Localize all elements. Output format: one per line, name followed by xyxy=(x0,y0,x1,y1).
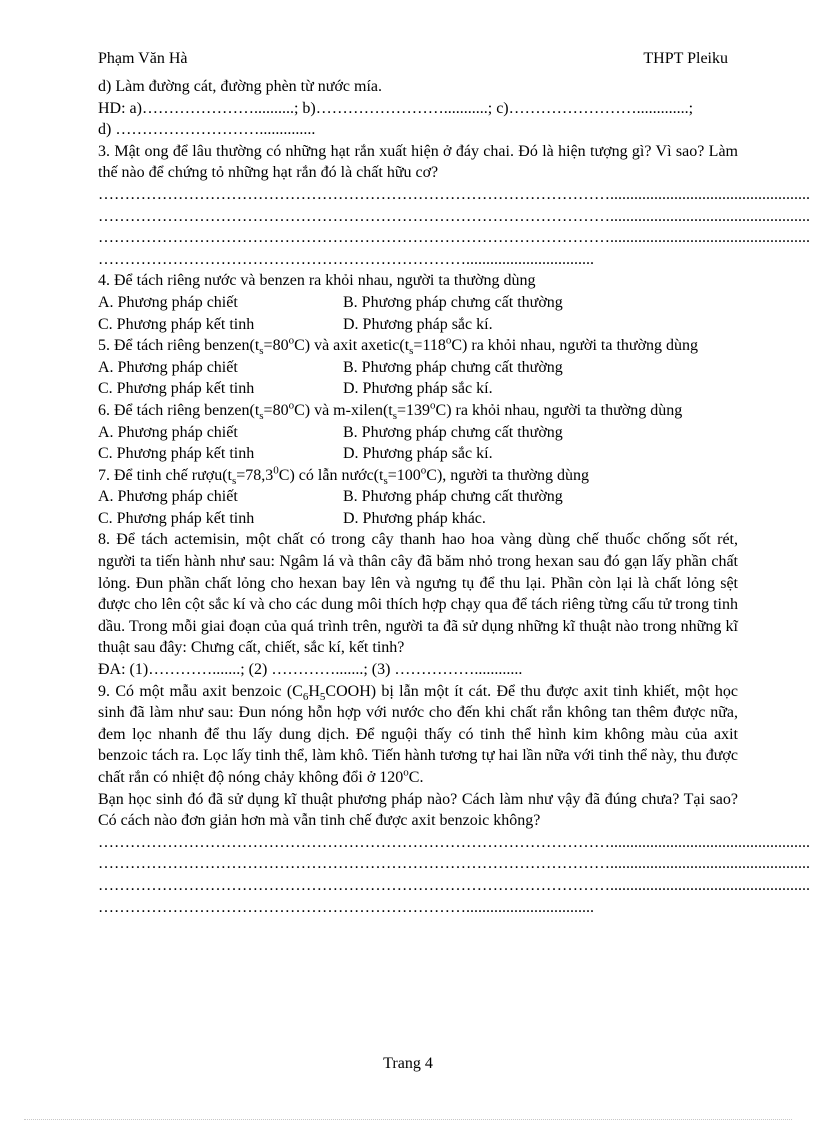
question-8: 8. Để tách actemisin, một chất có trong cây thanh hao hoa vàng dùng chế thuốc chống sốt rét, người ta tiến hành như sau: Ngâm lá và thân cây đã băm nhỏ trong hexan sau đó gạn lấy phần chất lỏng. Đun phần chất lỏng cho hexan bay lên và ngưng tụ để thu lại. Phần còn lại là chất lỏng sệt được cho lên cột sắc kí và cho các dung môi thích hợp chạy qua để tách riêng từng cấu tử trong tinh dầu. Trong mỗi giai đoạn của quá trình trên, người ta đã sử dụng những kĩ thuật nào trong những kĩ thuật sau đây: Chưng cất, chiết, sắc kí, kết tinh? xyxy=(98,531,742,657)
option-d[interactable]: D. Phương pháp sắc kí. xyxy=(343,315,493,333)
option-c[interactable]: C. Phương pháp kết tinh xyxy=(98,380,255,398)
option-b[interactable]: B. Phương pháp chưng cất thường xyxy=(343,358,563,376)
options-row xyxy=(98,357,738,379)
header-school: THPT Pleiku xyxy=(643,50,728,67)
answer-line: …………………………………………………………………………………….................................................. xyxy=(98,833,810,851)
options-row xyxy=(98,422,738,444)
option-b[interactable]: B. Phương pháp chưng cất thường xyxy=(343,293,563,311)
page-divider xyxy=(24,1119,792,1120)
option-d[interactable]: D. Phương pháp sắc kí. xyxy=(343,445,493,463)
answer-line: ……………………………………………………………................................ xyxy=(98,250,594,268)
option-c[interactable]: C. Phương pháp kết tinh xyxy=(98,315,255,333)
option-a[interactable]: A. Phương pháp chiết xyxy=(98,358,238,376)
hint-line-d: d) ……………………….............. xyxy=(98,121,316,139)
option-a[interactable]: A. Phương pháp chiết xyxy=(98,293,238,311)
item-d: d) Làm đường cát, đường phèn từ nước mía. xyxy=(98,78,383,95)
answer-line: ĐA: (1)………….......; (2) ………….......; (3) ……………............ xyxy=(98,661,523,679)
question-6: 6. Để tách riêng $benzen(t_s=80^oC)$ và $m-xilen(t_s=139^oC)$ ra khỏi nhau, người ta thường dùng xyxy=(98,399,683,423)
question-9: 9. Có một mẫu axit benzoic $(C_6H_5COOH)$ bị lẫn một ít cát. Để thu được axit tinh khiết, một học sinh đã làm như sau: Đun nóng hỗn hợp với nước cho đến khi chất rắn không tan thêm được nữa, đem lọc nhanh để thu lấy dung dịch. Để nguội thấy có tinh thể hình kim không màu của axit benzoic tách ra. Lọc lấy tinh thể, làm khô. Tiến hành tương tự hai lần nữa với tinh thể này, thu được chất rắn có nhiệt độ nóng chảy không đổi ở 120$^o$C. xyxy=(98,682,742,786)
document-body xyxy=(98,76,810,918)
answer-line: …………………………………………………………………………………….................................................. xyxy=(98,876,810,894)
question-9-prompt: Bạn học sinh đó đã sử dụng kĩ thuật phương pháp nào? Cách làm như vậy đã đúng chưa? Tại sao? Có cách nào đơn giản hơn mà vẫn tinh chế được axit benzoic không? xyxy=(98,790,742,830)
option-c[interactable]: C. Phương pháp kết tinh xyxy=(98,445,255,463)
options-row xyxy=(98,292,738,314)
answer-line: …………………………………………………………………………………….................................................. xyxy=(98,855,810,873)
option-c[interactable]: C. Phương pháp kết tinh xyxy=(98,509,255,527)
answer-line: …………………………………………………………………………………….................................................. xyxy=(98,229,810,247)
answer-line: …………………………………………………………………………………….................................................. xyxy=(98,185,810,203)
page-number: Trang 4 xyxy=(383,1055,433,1072)
hint-line: HD: a)…………………..........; b)……………………...........; c)…………………….............; xyxy=(98,99,694,117)
question-7: 7. Để tinh chế $rượu(t_s=78,3^0C)$ có lẫn $nước(t_s=100^oC)$, người ta thường dùng xyxy=(98,464,589,487)
options-row xyxy=(98,443,738,465)
options-row xyxy=(98,508,738,530)
option-a[interactable]: A. Phương pháp chiết xyxy=(98,488,238,506)
header-author: Phạm Văn Hà xyxy=(98,50,188,67)
option-b[interactable]: B. Phương pháp chưng cất thường xyxy=(343,423,563,441)
option-b[interactable]: B. Phương pháp chưng cất thường xyxy=(343,488,563,506)
option-d[interactable]: D. Phương pháp sắc kí. xyxy=(343,380,493,398)
question-4: 4. Để tách riêng nước và benzen ra khỏi nhau, người ta thường dùng xyxy=(98,272,536,290)
options-row xyxy=(98,314,738,336)
options-row xyxy=(98,378,738,400)
option-d-other[interactable]: D. Phương pháp khác. xyxy=(343,509,486,527)
question-3: 3. Mật ong để lâu thường có những hạt rắn xuất hiện ở đáy chai. Đó là hiện tượng gì? Vì sao? Làm thế nào để chứng tỏ những hạt rắn đó là chất hữu cơ? xyxy=(98,142,742,182)
option-a[interactable]: A. Phương pháp chiết xyxy=(98,423,238,441)
answer-line: …………………………………………………………………………………….................................................. xyxy=(98,207,810,225)
options-row xyxy=(98,486,738,508)
question-5: 5. Để tách riêng $benzen(t_s=80^oC)$ và axit $axetic(t_s=118^oC)$ ra khỏi nhau, người ta thường dùng xyxy=(98,334,699,358)
answer-line: ……………………………………………………………................................ xyxy=(98,898,594,916)
